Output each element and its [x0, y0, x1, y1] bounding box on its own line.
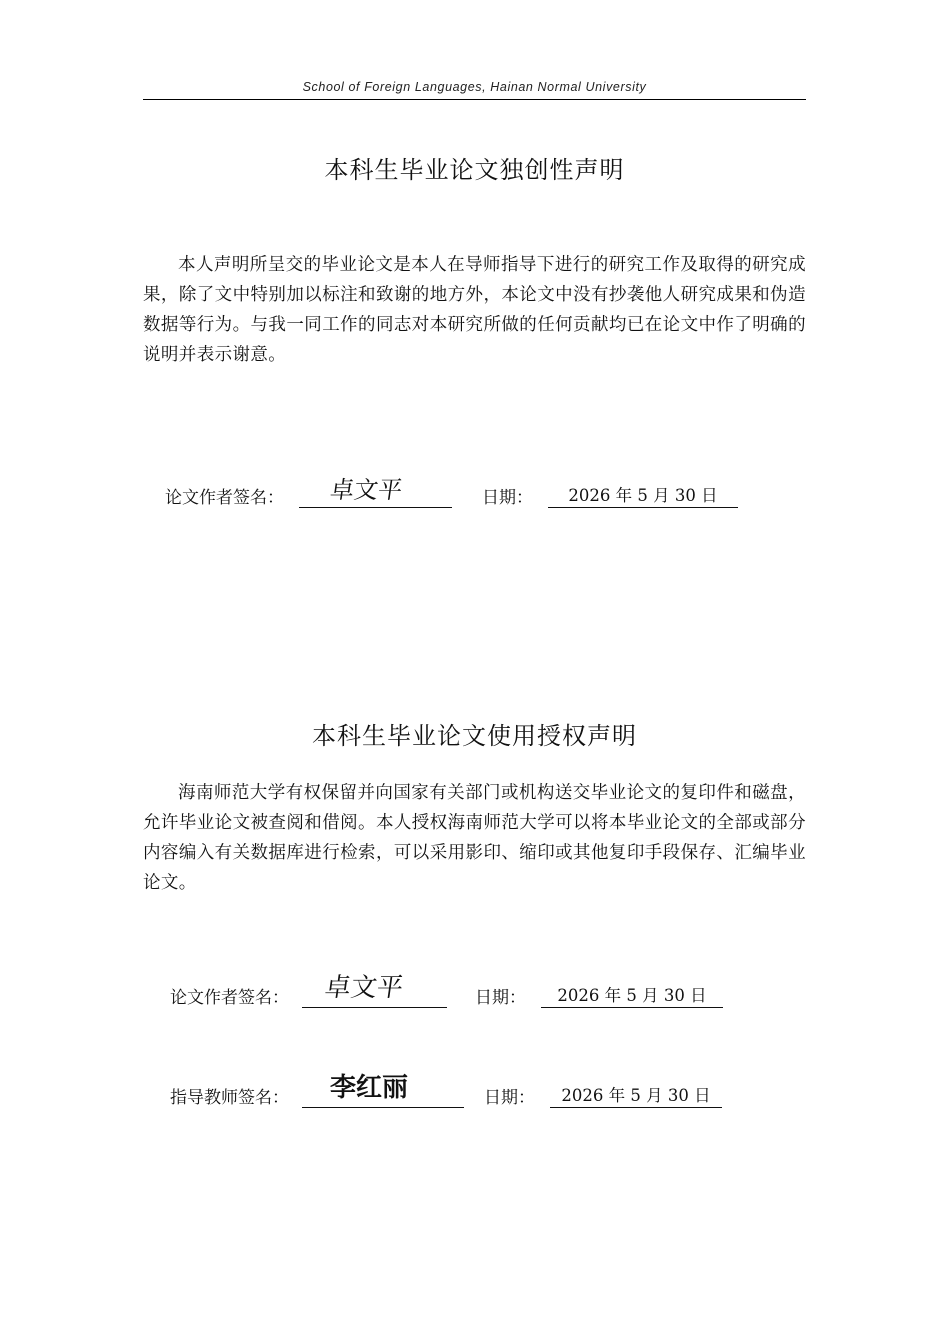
page-header: School of Foreign Languages, Hainan Normal University [143, 80, 806, 100]
author-signature-label: 论文作者签名： [170, 988, 289, 1008]
date-value: 2026 年 5 月 30 日 [550, 1084, 722, 1108]
svg-text:李红丽: 李红丽 [330, 1073, 409, 1103]
authorization-paragraph: 海南师范大学有权保留并向国家有关部门或机构送交毕业论文的复印件和磁盘，允许毕业论文被查阅和借阅。本人授权海南师范大学可以将本毕业论文的全部或部分内容编入有关数据库进行检索，可以采用影印、缩印或其他复印手段保存、汇编毕业论文。 [143, 783, 806, 893]
date-label: 日期： [484, 1088, 535, 1108]
date-value: 2026 年 5 月 30 日 [541, 984, 723, 1008]
date-label: 日期： [475, 988, 526, 1008]
originality-paragraph: 本人声明所呈交的毕业论文是本人在导师指导下进行的研究工作及取得的研究成果，除了文中特别加以标注和致谢的地方外，本论文中没有抄袭他人研究成果和伪造数据等行为。与我一同工作的同志对本研究所做的任何贡献均已在论文中作了明确的说明并表示谢意。 [143, 255, 806, 365]
svg-text:卓文平: 卓文平 [328, 476, 405, 504]
date-label: 日期： [482, 488, 533, 508]
author-handwritten-signature [322, 966, 405, 1006]
svg-text:卓文平: 卓文平 [322, 973, 405, 1003]
advisor-handwritten-signature [330, 1068, 412, 1104]
date-value: 2026 年 5 月 30 日 [548, 484, 738, 508]
advisor-signature-label: 指导教师签名： [170, 1088, 289, 1108]
author-signature-label: 论文作者签名： [165, 488, 284, 508]
originality-title: 本科生毕业论文独创性声明 [324, 156, 625, 184]
authorization-author-signature-row [170, 982, 770, 1012]
author-handwritten-signature [328, 470, 405, 506]
originality-author-signature-row [165, 482, 765, 512]
authorization-title: 本科生毕业论文使用授权声明 [312, 722, 637, 750]
advisor-signature-row [170, 1082, 770, 1112]
